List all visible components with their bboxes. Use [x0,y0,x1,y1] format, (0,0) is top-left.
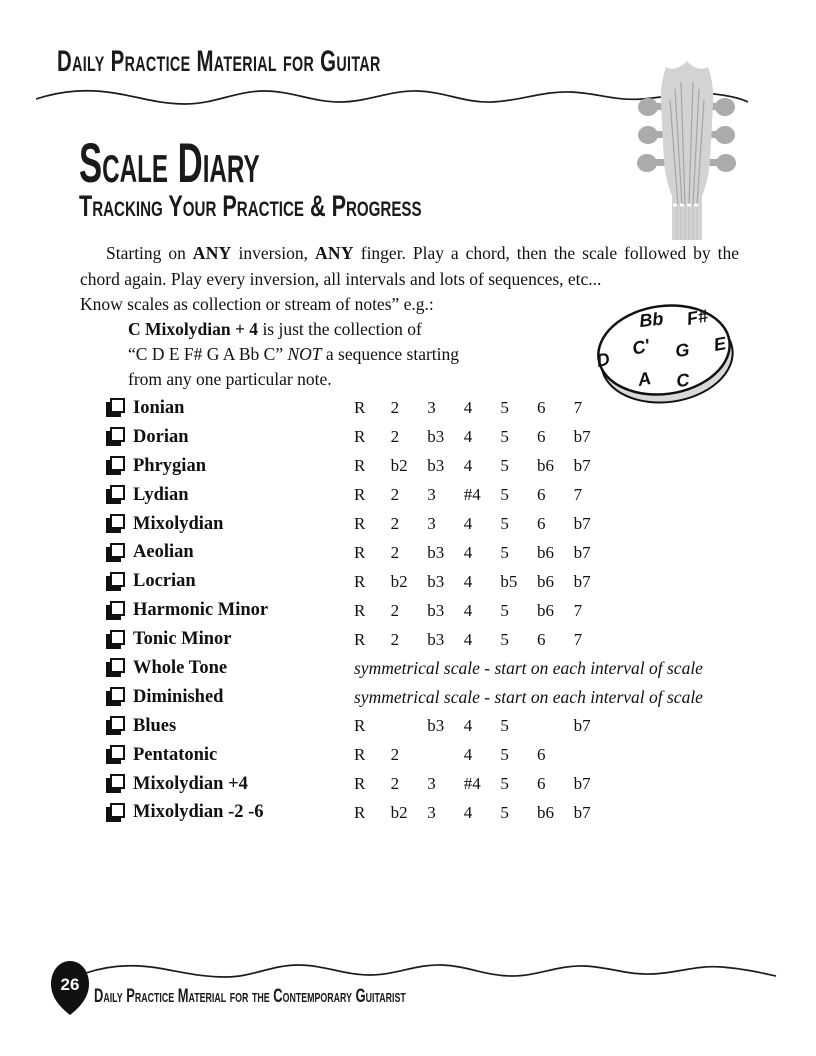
header-banner [57,45,533,79]
interval-spelling [350,745,606,765]
interval-cell: R [354,802,366,822]
interval-cell: 2 [390,600,400,620]
interval-cell: 7 [573,398,583,418]
interval-cell: 2 [390,485,400,505]
interval-cell: R [354,398,366,418]
scale-name: Harmonic Minor [133,600,269,621]
interval-cell: 6 [536,485,546,505]
note-label: F# [685,305,710,329]
headstock-shape [661,61,714,240]
page-number: 26 [60,975,80,994]
interval-cell: 6 [536,629,546,649]
interval-cell: b3 [427,542,445,562]
interval-cell: R [354,774,366,794]
know-scales-line4: from any one particular note. [128,369,332,389]
page-title-text: Scale Diary [79,131,260,194]
checkbox-icon [110,745,125,760]
interval-spelling [350,485,606,505]
interval-cell: b7 [573,542,591,562]
note-label: G [674,339,691,361]
note-label: C' [630,335,652,359]
checkbox-icon [110,427,125,442]
interval-cell: 5 [500,514,509,533]
know-scales-line2 [128,317,560,342]
interval-cell: 2 [390,398,400,418]
know-scales-line2-rest: is just the collection of [258,319,422,339]
interval-cell: 4 [463,456,473,476]
interval-cell: R [354,571,366,591]
interval-cell: R [354,745,366,765]
interval-cell: 3 [427,514,436,533]
interval-cell: b7 [573,456,591,476]
interval-cell: b6 [536,571,554,591]
interval-spelling [350,456,606,476]
interval-cell: 5 [500,629,509,649]
footer-banner-text: Daily Practice Material for the Contemporary Guitarist [94,986,406,1007]
interval-cell: 7 [573,629,583,649]
scale-row [105,741,755,770]
note-collection: “C D E F# G A Bb C” [128,344,288,364]
scale-row [105,423,755,452]
interval-cell: b2 [390,802,408,822]
checkbox-icon [110,514,125,529]
interval-spelling [350,803,606,823]
intro-seg: finger. Play a chord, then the scale followed by the chord again. Play every inversion, all intervals and lots of sequences, etc... [80,243,739,289]
interval-cell: b5 [500,571,518,591]
interval-spelling [350,543,606,563]
interval-cell: 6 [536,514,546,533]
interval-cell: b7 [573,571,591,591]
interval-cell: 5 [500,774,509,794]
header-banner-text: Daily Practice Material for Guitar [57,45,381,78]
interval-cell: b7 [573,774,591,794]
symmetrical-scale-note: symmetrical scale - start on each interval of scale [354,686,703,707]
interval-cell: 2 [390,427,400,447]
intro-seg: inversion, [231,243,315,263]
interval-cell: 4 [463,745,473,765]
scale-name: Tonic Minor [133,629,232,650]
interval-cell: b7 [573,427,591,447]
interval-spelling [350,716,606,736]
scale-row [105,798,755,827]
interval-cell: R [354,485,366,505]
interval-cell: 7 [573,600,583,620]
interval-cell: 5 [500,398,509,418]
interval-cell: b3 [427,600,445,620]
scale-name: Blues [133,715,177,736]
scale-name: Phrygian [133,455,206,476]
not-emphasis: NOT [287,344,322,364]
note-label: A [636,367,653,390]
interval-cell: 5 [500,745,509,765]
interval-spelling [350,630,606,650]
footer-wavy-rule [86,960,778,984]
scale-name: Diminished [133,686,224,707]
scale-table [105,394,755,827]
interval-cell: b3 [427,629,445,649]
checkbox-icon [110,687,125,702]
interval-spelling [350,514,606,534]
intro-seg: Starting on [106,243,193,263]
interval-cell: #4 [463,774,481,794]
interval-cell: 3 [427,485,436,505]
know-scales-line3-rest: a sequence starting [321,344,460,364]
page-subtitle [79,190,555,224]
headstock-graphic [637,61,736,240]
interval-cell: 4 [463,398,473,418]
scale-name: Locrian [133,571,196,592]
interval-cell: 4 [463,542,473,562]
interval-cell: 4 [463,802,473,822]
interval-cell: b2 [390,571,408,591]
scale-row [105,538,755,567]
footer-banner [94,986,552,1008]
note-label: Bb [638,308,665,331]
interval-cell: b3 [427,427,445,447]
checkbox-icon [110,485,125,500]
interval-cell: R [354,600,366,620]
interval-cell: 3 [427,802,436,822]
note-label: C [675,369,691,391]
interval-cell: b6 [536,542,554,562]
checkbox-icon [110,716,125,731]
interval-cell: R [354,629,366,649]
interval-cell: 7 [573,485,583,505]
interval-cell: 5 [500,542,509,562]
interval-cell: R [354,456,366,476]
wavy-line [86,965,776,977]
scale-row [105,394,755,423]
interval-cell: 5 [500,716,509,736]
interval-cell: b7 [573,514,591,533]
know-scales-line3 [128,342,560,367]
page-title [79,130,370,195]
interval-cell: b3 [427,571,445,591]
interval-cell: 4 [463,600,473,620]
checkbox-icon [110,630,125,645]
tuning-pegs-left [637,98,665,172]
page-subtitle-text: Tracking Your Practice & Progress [79,190,422,223]
interval-cell: 5 [500,456,509,476]
scale-name: Ionian [133,397,185,418]
interval-cell: b7 [573,802,591,822]
interval-spelling [350,687,703,708]
scale-name: Lydian [133,484,189,505]
interval-cell: 4 [463,716,473,736]
interval-cell: 5 [500,802,509,822]
interval-cell: 5 [500,427,509,447]
interval-cell: 2 [390,629,400,649]
tuning-pegs-right [709,98,736,172]
interval-cell: 3 [427,398,436,418]
symmetrical-scale-note: symmetrical scale - start on each interval of scale [354,657,703,678]
intro-emphasis-any: ANY [192,243,232,263]
scale-name: Pentatonic [133,744,218,765]
interval-spelling [350,427,606,447]
interval-cell: 2 [390,542,400,562]
scale-row [105,596,755,625]
scale-name: Whole Tone [133,657,228,678]
checkbox-icon [110,456,125,471]
interval-cell: 6 [536,427,546,447]
interval-cell: b2 [390,456,408,476]
scale-row [105,567,755,596]
scale-row [105,452,755,481]
interval-cell: R [354,427,366,447]
scale-row [105,712,755,741]
interval-cell: b3 [427,456,445,476]
interval-spelling [350,774,606,794]
interval-cell: 2 [390,774,400,794]
guitar-headstock-illustration [635,55,740,240]
interval-spelling [350,398,606,418]
interval-cell: b6 [536,802,554,822]
checkbox-icon [110,774,125,789]
interval-spelling [350,572,606,592]
know-scales-line1: Know scales as collection or stream of notes” e.g.: [80,294,434,314]
checkbox-icon [110,398,125,413]
scale-name: Mixolydian -2 -6 [133,802,264,823]
interval-cell: 2 [390,514,400,533]
intro-paragraph [80,241,739,292]
note-label: E [712,333,728,355]
interval-cell: 4 [463,427,473,447]
scale-example-name: C Mixolydian + 4 [128,319,259,339]
interval-cell: R [354,514,366,533]
interval-cell: #4 [463,485,481,505]
interval-cell: 6 [536,774,546,794]
interval-cell: 4 [463,571,473,591]
checkbox-icon [110,601,125,616]
scale-name: Mixolydian [133,513,224,534]
checkbox-icon [110,658,125,673]
interval-cell: 2 [390,745,400,765]
scale-row [105,481,755,510]
interval-spelling [350,658,703,679]
scale-row [105,510,755,539]
checkbox-icon [110,572,125,587]
checkbox-icon [110,543,125,558]
interval-cell: b6 [536,456,554,476]
interval-cell: 5 [500,485,509,505]
interval-cell: 3 [427,774,436,794]
interval-cell: 5 [500,600,509,620]
scale-row [105,654,755,683]
interval-cell: b7 [573,716,591,736]
note-pool-disc-illustration [584,299,744,409]
scale-name: Mixolydian +4 [133,773,248,794]
scale-row [105,770,755,799]
interval-cell: 6 [536,745,546,765]
scale-row [105,683,755,712]
interval-cell: 6 [536,398,546,418]
scale-name: Dorian [133,426,189,447]
checkbox-icon [110,803,125,818]
interval-cell: R [354,716,366,736]
interval-cell: R [354,542,366,562]
intro-emphasis-any: ANY [314,243,354,263]
interval-cell: b6 [536,600,554,620]
scale-row [105,625,755,654]
interval-cell: 4 [463,514,473,533]
interval-cell: 4 [463,629,473,649]
note-label: D [594,348,612,371]
know-scales-paragraph [80,292,560,392]
interval-cell: b3 [427,716,445,736]
scale-name: Aeolian [133,542,194,563]
interval-spelling [350,601,606,621]
